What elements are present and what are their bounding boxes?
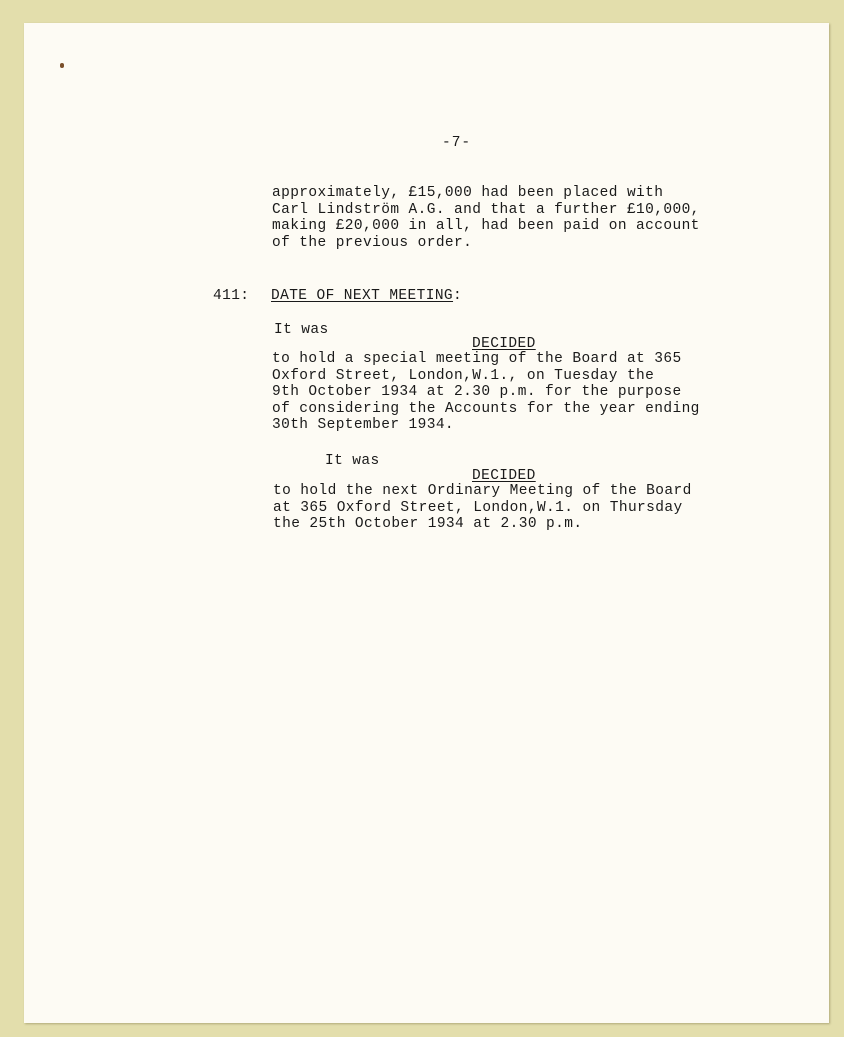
minute-number: 411:: [213, 288, 250, 304]
text-line: the 25th October 1934 at 2.30 p.m.: [273, 516, 583, 533]
resolution-intro: It was: [274, 322, 329, 338]
resolution-intro: It was: [325, 453, 380, 469]
text-line: Carl Lindström A.G. and that a further £10,000,: [272, 201, 700, 218]
heading-colon: :: [453, 288, 463, 304]
text-line: Oxford Street, London,W.1., on Tuesday the: [272, 367, 655, 384]
typed-page: [24, 23, 829, 1023]
text-line: of considering the Accounts for the year ending: [272, 400, 700, 417]
minute-heading-text: DATE OF NEXT MEETING: [271, 288, 454, 304]
resolution-text: [273, 483, 692, 533]
paragraph-continuation: [272, 185, 700, 251]
minute-heading: [271, 288, 462, 305]
text-line: to hold a special meeting of the Board at 365: [272, 351, 682, 367]
text-line: to hold the next Ordinary Meeting of the Board: [273, 483, 692, 499]
text-line: of the previous order.: [272, 234, 473, 251]
decided-label: DECIDED: [472, 468, 536, 484]
text-line: at 365 Oxford Street, London,W.1. on Thursday: [273, 499, 683, 516]
resolution-text: [272, 351, 700, 434]
text-line: 9th October 1934 at 2.30 p.m. for the purpose: [272, 384, 682, 401]
text-line: 30th September 1934.: [272, 417, 455, 434]
decided-label: DECIDED: [472, 336, 536, 352]
text-line: approximately, £15,000 had been placed with: [272, 185, 664, 201]
text-line: making £20,000 in all, had been paid on account: [272, 218, 700, 235]
paper-mark: [60, 63, 64, 68]
page-number: -7-: [442, 135, 472, 151]
